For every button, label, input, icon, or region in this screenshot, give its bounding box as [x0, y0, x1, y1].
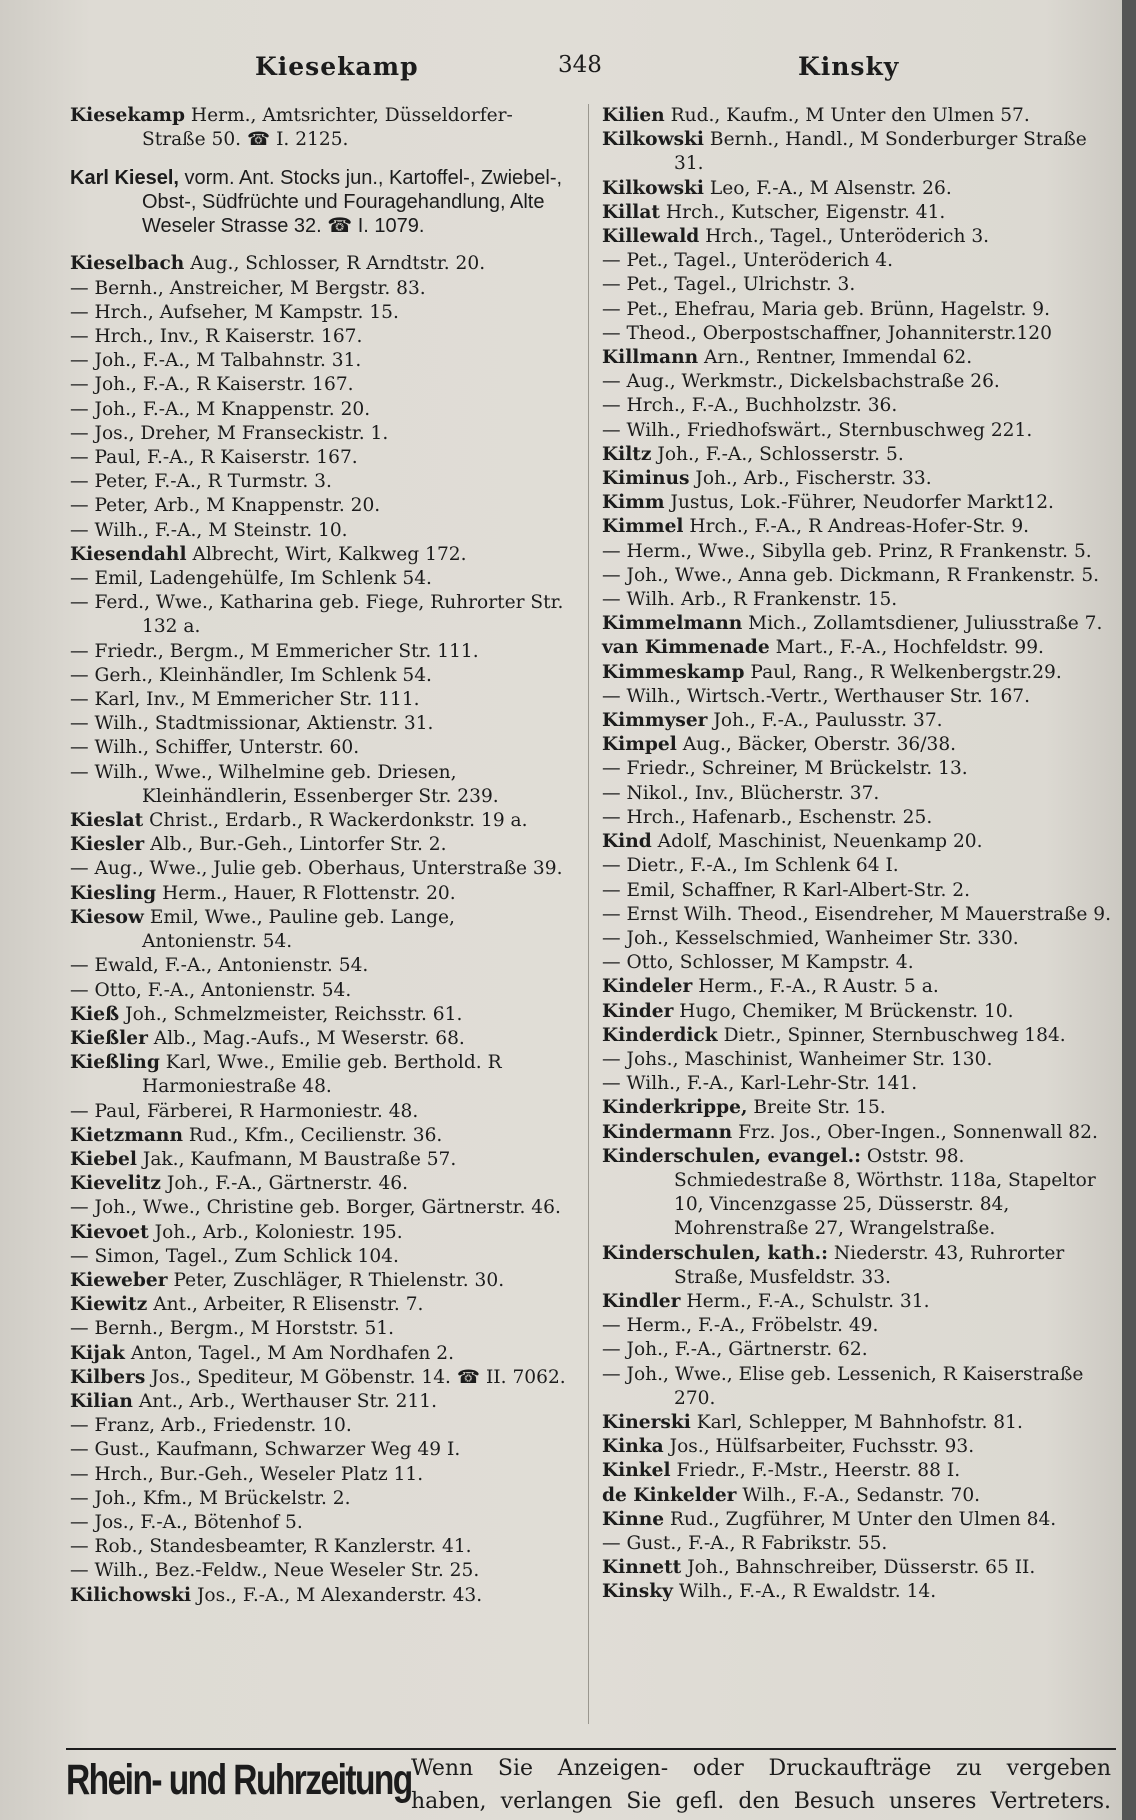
directory-entry — [602, 249, 1112, 273]
entry-details: — Hrch., Inv., R Kaiserstr. 167. — [70, 326, 363, 348]
directory-entry — [602, 588, 1112, 612]
entry-surname: Kijak — [70, 1342, 125, 1364]
entry-details: Frz. Jos., Ober-Ingen., Sonnenwall 82. — [738, 1121, 1098, 1143]
entry-details: — Gust., F.-A., R Fabrikstr. 55. — [602, 1532, 888, 1554]
entry-details: Wilh., F.-A., R Ewaldstr. 14. — [678, 1581, 937, 1603]
entry-surname: Kinsky — [602, 1581, 673, 1603]
directory-entry — [602, 467, 1112, 491]
entry-details: — Jos., Dreher, M Franseckistr. 1. — [70, 422, 389, 444]
directory-entry — [70, 1342, 575, 1366]
entry-surname: Kieselbach — [70, 253, 185, 275]
entry-details: — Joh., Wwe., Anna geb. Dickmann, R Frankenstr. 5. — [602, 564, 1100, 586]
directory-entry — [70, 664, 575, 688]
entry-surname: Kiminus — [602, 468, 690, 490]
directory-entry — [70, 954, 575, 978]
entry-details: Joh., F.-A., Schlosserstr. 5. — [657, 443, 904, 465]
entry-surname: Kilichowski — [70, 1584, 192, 1606]
entry-details: Joh., Schmelzmeister, Reichsstr. 61. — [125, 1003, 463, 1025]
directory-entry — [70, 1414, 575, 1438]
directory-entry — [70, 833, 575, 857]
entry-surname: Kiesler — [70, 834, 145, 856]
directory-entry — [70, 1172, 575, 1196]
entry-details: — Joh., Wwe., Christine geb. Borger, Gärtnerstr. 46. — [70, 1197, 561, 1219]
entry-details: Ant., Arb., Werthauser Str. 211. — [138, 1390, 438, 1412]
entry-details: Bernh., Handl., M Sonderburger Straße 31. — [674, 129, 1087, 175]
directory-entry — [602, 830, 1112, 854]
entry-details: Mart., F.-A., Hochfeldstr. 99. — [775, 637, 1044, 659]
entry-details: — Friedr., Bergm., M Emmericher Str. 111. — [70, 640, 479, 662]
entry-details: — Emil, Ladengehülfe, Im Schlenk 54. — [70, 568, 432, 590]
right-column — [602, 104, 1112, 1605]
directory-entry — [70, 373, 575, 397]
footer-advertisement — [66, 1748, 1116, 1820]
entry-surname: Kilbers — [70, 1366, 146, 1388]
entry-surname: Kilian — [70, 1390, 133, 1412]
directory-entry — [70, 906, 575, 954]
entry-details: Breite Str. 15. — [753, 1097, 886, 1119]
directory-entry — [70, 1535, 575, 1559]
entry-details: vorm. Ant. Stocks jun., Kartoffel-, Zwiebel-, Obst-, Südfrüchte und Fouragehandlung, Alte Weseler Strasse 32. ☎ I. 1079. — [142, 167, 563, 238]
entry-surname: Kietzmann — [70, 1124, 183, 1146]
entry-details: — Wilh., Wwe., Wilhelmine geb. Driesen, Kleinhändlerin, Essenberger Str. 239. — [70, 761, 499, 807]
entry-details: Mich., Zollamtsdiener, Juliusstraße 7. — [748, 613, 1103, 635]
directory-entry — [602, 1096, 1112, 1120]
directory-entry — [602, 225, 1112, 249]
directory-entry — [602, 394, 1112, 418]
directory-entry — [70, 470, 575, 494]
entry-details: — Joh., F.-A., M Knappenstr. 20. — [70, 398, 371, 420]
entry-details: Paul, Rang., R Welkenbergstr.29. — [750, 661, 1062, 683]
running-head-right: Kinsky — [798, 52, 900, 81]
entry-surname: Kimmyser — [602, 710, 708, 732]
directory-entry — [602, 661, 1112, 685]
entry-details: — Joh., F.-A., R Kaiserstr. 167. — [70, 374, 354, 396]
entry-surname: Kinerski — [602, 1411, 691, 1433]
entry-surname: Kimm — [602, 492, 665, 514]
footer-line-1: Wenn Sie Anzeigen- oder Druckaufträge zu vergeben — [411, 1756, 1111, 1781]
entry-details: Jak., Kaufmann, M Baustraße 57. — [142, 1148, 457, 1170]
entry-surname: Kilien — [602, 105, 665, 126]
entry-details: Peter, Zuschläger, R Thielenstr. 30. — [173, 1269, 505, 1291]
directory-entry — [70, 104, 575, 152]
directory-entry — [70, 543, 575, 567]
entry-details: — Joh., Kfm., M Brückelstr. 2. — [70, 1487, 351, 1509]
directory-entry — [602, 1338, 1112, 1362]
entry-details: — Theod., Oberpostschaffner, Johanniterstr.120 — [602, 322, 1052, 344]
directory-entry — [70, 1487, 575, 1511]
entry-details: — Joh., Wwe., Elise geb. Lessenich, R Kaiserstraße 270. — [602, 1363, 1084, 1409]
entry-surname: van Kimmenade — [602, 637, 770, 659]
directory-entry — [602, 1000, 1112, 1024]
entry-details: Aug., Bäcker, Oberstr. 36/38. — [682, 734, 957, 756]
entry-details: Christ., Erdarb., R Wackerdonkstr. 19 a. — [149, 810, 528, 832]
entry-details: — Paul, Färberei, R Harmoniestr. 48. — [70, 1100, 419, 1122]
entry-details: — Herm., F.-A., Fröbelstr. 49. — [602, 1315, 879, 1337]
footer-text — [411, 1752, 1111, 1818]
entry-surname: Kind — [602, 831, 652, 853]
directory-entry — [602, 612, 1112, 636]
entry-details: — Wilh., Stadtmissionar, Aktienstr. 31. — [70, 713, 434, 735]
entry-surname: Kinkel — [602, 1460, 671, 1482]
directory-entry — [602, 927, 1112, 951]
entry-surname: Kindeler — [602, 976, 693, 998]
directory-entry — [602, 419, 1112, 443]
entry-details: — Rob., Standesbeamter, R Kanzlerstr. 41. — [70, 1536, 472, 1558]
directory-entry — [70, 979, 575, 1003]
entry-details: Rud., Zugführer, M Unter den Ulmen 84. — [670, 1508, 1057, 1530]
entry-details: Jos., F.-A., M Alexanderstr. 43. — [196, 1584, 483, 1606]
directory-entry — [602, 540, 1112, 564]
entry-details: — Wilh., Bez.-Feldw., Neue Weseler Str. 25. — [70, 1560, 480, 1582]
directory-entry — [602, 854, 1112, 878]
entry-details: — Wilh., F.-A., Karl-Lehr-Str. 141. — [602, 1073, 918, 1095]
directory-entry — [602, 128, 1112, 176]
directory-entry — [70, 1027, 575, 1051]
directory-entry — [70, 857, 575, 881]
directory-entry — [602, 491, 1112, 515]
directory-entry — [70, 640, 575, 664]
entry-surname: Killmann — [602, 347, 699, 369]
directory-entry — [70, 1221, 575, 1245]
entry-details: — Dietr., F.-A., Im Schlenk 64 I. — [602, 855, 899, 877]
directory-entry — [602, 1435, 1112, 1459]
entry-details: Joh., F.-A., Gärtnerstr. 46. — [166, 1173, 409, 1195]
entry-surname: Kiesling — [70, 882, 157, 904]
entry-details: — Hrch., F.-A., Buchholzstr. 36. — [602, 395, 898, 417]
directory-entry — [602, 709, 1112, 733]
directory-entry — [602, 1145, 1112, 1242]
entry-details: Leo, F.-A., M Alsenstr. 26. — [709, 177, 952, 199]
entry-details: — Friedr., Schreiner, M Brückelstr. 13. — [602, 758, 968, 780]
directory-entry — [602, 1508, 1112, 1532]
directory-entry — [602, 1411, 1112, 1435]
entry-details: Oststr. 98. Schmiedestraße 8, Wörthstr. 118a, Stapeltor 10, Vincenzgasse 25, Düsserstr. 84, Mohrenstraße 27, Wrangelstraße. — [674, 1145, 1096, 1240]
directory-entry — [602, 104, 1112, 128]
entry-surname: Kießling — [70, 1052, 160, 1074]
directory-entry — [70, 1269, 575, 1293]
directory-entry — [70, 301, 575, 325]
entry-details: — Joh., F.-A., Gärtnerstr. 62. — [602, 1339, 868, 1361]
entry-details: — Karl, Inv., M Emmericher Str. 111. — [70, 689, 420, 711]
entry-details: Joh., Arb., Fischerstr. 33. — [695, 468, 932, 490]
entry-surname: Kievelitz — [70, 1173, 161, 1195]
directory-entry — [602, 879, 1112, 903]
directory-entry — [70, 166, 575, 238]
entry-surname: Kinderschulen, evangel.: — [602, 1145, 861, 1167]
footer-brand: Rhein- und Ruhrzeitung — [66, 1756, 412, 1804]
entry-surname: Kimmelmann — [602, 613, 743, 635]
entry-surname: Kinderkrippe, — [602, 1097, 748, 1119]
entry-details: — Pet., Ehefrau, Maria geb. Brünn, Hagelstr. 9. — [602, 298, 1051, 320]
entry-details: — Jos., F.-A., Bötenhof 5. — [70, 1511, 303, 1533]
directory-entry — [602, 515, 1112, 539]
directory-entry — [70, 1511, 575, 1535]
page-number: 348 — [558, 52, 602, 78]
entry-surname: Kieß — [70, 1003, 120, 1025]
directory-entry — [602, 1556, 1112, 1580]
entry-surname: Kinder — [602, 1000, 674, 1022]
entry-details: Herm., Amtsrichter, Düsseldorfer-Straße 50. ☎ I. 2125. — [142, 105, 513, 151]
entry-details: Dietr., Spinner, Sternbuschweg 184. — [723, 1024, 1066, 1046]
directory-entry — [602, 975, 1112, 999]
entry-surname: Kieslat — [70, 810, 144, 832]
directory-entry — [602, 1459, 1112, 1483]
entry-details: — Hrch., Bur.-Geh., Weseler Platz 11. — [70, 1463, 424, 1485]
entry-details: Wilh., F.-A., Sedanstr. 70. — [742, 1484, 981, 1506]
entry-surname: Kilkowski — [602, 177, 704, 199]
entry-details: Jos., Spediteur, M Göbenstr. 14. ☎ II. 7062. — [151, 1366, 566, 1388]
entry-details: — Joh., F.-A., M Talbahnstr. 31. — [70, 350, 362, 372]
directory-entry — [70, 422, 575, 446]
entry-details: — Ferd., Wwe., Katharina geb. Fiege, Ruhrorter Str. 132 a. — [70, 592, 564, 638]
entry-surname: Kimmeskamp — [602, 661, 745, 683]
directory-entry — [70, 494, 575, 518]
entry-details: — Franz, Arb., Friedenstr. 10. — [70, 1415, 352, 1437]
entry-details: Friedr., F.-Mstr., Heerstr. 88 I. — [676, 1460, 961, 1482]
entry-details: — Emil, Schaffner, R Karl-Albert-Str. 2. — [602, 879, 971, 901]
directory-entry — [602, 903, 1112, 927]
column-divider — [588, 104, 589, 1724]
directory-entry — [602, 757, 1112, 781]
entry-details: — Gerh., Kleinhändler, Im Schlenk 54. — [70, 664, 432, 686]
directory-entry — [602, 564, 1112, 588]
footer-line-2: haben, verlangen Sie gefl. den Besuch unseres Vertreters. — [411, 1789, 1111, 1814]
entry-surname: Kiebel — [70, 1148, 137, 1170]
directory-entry — [70, 1317, 575, 1341]
directory-entry — [70, 712, 575, 736]
directory-entry — [602, 1048, 1112, 1072]
entry-details: Adolf, Maschinist, Neuenkamp 20. — [657, 831, 983, 853]
directory-entry — [602, 1121, 1112, 1145]
directory-entry — [70, 1124, 575, 1148]
entry-surname: Killewald — [602, 226, 700, 248]
entry-surname: Kilkowski — [602, 129, 704, 151]
entry-surname: Kiesekamp — [70, 105, 185, 126]
entry-details: — Hrch., Aufseher, M Kampstr. 15. — [70, 301, 399, 323]
entry-details: Arn., Rentner, Immendal 62. — [704, 347, 973, 369]
entry-details: — Simon, Tagel., Zum Schlick 104. — [70, 1245, 399, 1267]
directory-entry — [70, 882, 575, 906]
directory-entry — [70, 1100, 575, 1124]
directory-entry — [602, 782, 1112, 806]
entry-details: — Aug., Werkmstr., Dickelsbachstraße 26. — [602, 371, 1000, 393]
entry-details: — Peter, Arb., M Knappenstr. 20. — [70, 495, 381, 517]
entry-surname: Kinderschulen, kath.: — [602, 1242, 828, 1264]
directory-entry — [70, 1438, 575, 1462]
entry-surname: Kiesendahl — [70, 543, 187, 565]
entry-details: Joh., Arb., Koloniestr. 195. — [154, 1221, 403, 1243]
entry-details: Hugo, Chemiker, M Brückenstr. 10. — [679, 1000, 1014, 1022]
entry-details: Rud., Kaufm., M Unter den Ulmen 57. — [670, 105, 1030, 126]
directory-entry — [70, 1293, 575, 1317]
entry-details: — Ernst Wilh. Theod., Eisendreher, M Mauerstraße 9. — [602, 903, 1112, 925]
entry-surname: Kindler — [602, 1290, 681, 1312]
directory-entry — [70, 398, 575, 422]
entry-details: Joh., Bahnschreiber, Düsserstr. 65 II. — [687, 1557, 1036, 1579]
directory-entry — [602, 298, 1112, 322]
directory-entry — [602, 443, 1112, 467]
entry-details: — Nikol., Inv., Blücherstr. 37. — [602, 782, 880, 804]
entry-details: — Ewald, F.-A., Antonienstr. 54. — [70, 955, 369, 977]
directory-entry — [602, 685, 1112, 709]
directory-entry — [70, 1463, 575, 1487]
directory-entry — [602, 1290, 1112, 1314]
directory-entry — [70, 1003, 575, 1027]
entry-details: Niederstr. 43, Ruhrorter Straße, Musfeldstr. 33. — [674, 1242, 1065, 1288]
directory-entry — [70, 736, 575, 760]
directory-entry — [70, 252, 575, 276]
running-head-left: Kiesekamp — [255, 52, 419, 81]
entry-details: Hrch., F.-A., R Andreas-Hofer-Str. 9. — [689, 516, 1030, 538]
entry-details: — Peter, F.-A., R Turmstr. 3. — [70, 471, 332, 493]
entry-details: — Paul, F.-A., R Kaiserstr. 167. — [70, 447, 358, 469]
entry-surname: Kiltz — [602, 443, 652, 465]
directory-entry — [70, 1584, 575, 1608]
directory-entry — [70, 1366, 575, 1390]
entry-details: Hrch., Tagel., Unteröderich 3. — [705, 226, 990, 248]
directory-entry — [602, 1363, 1112, 1411]
entry-details: — Wilh., Wirtsch.-Vertr., Werthauser Str. 167. — [602, 685, 1031, 707]
entry-surname: Kinka — [602, 1436, 664, 1458]
directory-entry — [602, 370, 1112, 394]
directory-entry — [602, 1580, 1112, 1604]
entry-details: Karl, Wwe., Emilie geb. Berthold. R Harmoniestraße 48. — [142, 1052, 502, 1098]
entry-details: Alb., Mag.-Aufs., M Weserstr. 68. — [153, 1027, 465, 1049]
entry-details: — Pet., Tagel., Ulrichstr. 3. — [602, 274, 856, 296]
entry-details: Jos., Hülfsarbeiter, Fuchsstr. 93. — [669, 1436, 975, 1458]
directory-entry — [70, 688, 575, 712]
entry-details: — Hrch., Hafenarb., Eschenstr. 25. — [602, 806, 933, 828]
directory-entry — [70, 519, 575, 543]
entry-surname: Kieweber — [70, 1269, 168, 1291]
directory-entry — [602, 322, 1112, 346]
directory-entry — [70, 1559, 575, 1583]
directory-entry — [602, 201, 1112, 225]
entry-details: Anton, Tagel., M Am Nordhafen 2. — [130, 1342, 455, 1364]
left-column — [70, 104, 575, 1608]
entry-surname: Kimpel — [602, 734, 677, 756]
entry-surname: Kinderdick — [602, 1024, 718, 1046]
directory-entry — [602, 1242, 1112, 1290]
directory-entry — [602, 636, 1112, 660]
entry-details: — Wilh., Friedhofswärt., Sternbuschweg 221. — [602, 419, 1033, 441]
entry-surname: Kiesow — [70, 906, 144, 928]
directory-entry — [602, 177, 1112, 201]
entry-details: Albrecht, Wirt, Kalkweg 172. — [192, 543, 467, 565]
entry-surname: Kinne — [602, 1508, 665, 1530]
directory-entry — [70, 446, 575, 470]
directory-entry — [70, 277, 575, 301]
entry-details: — Bernh., Anstreicher, M Bergstr. 83. — [70, 277, 426, 299]
entry-surname: Kimmel — [602, 516, 684, 538]
entry-surname: Kindermann — [602, 1121, 733, 1143]
entry-details: Herm., Hauer, R Flottenstr. 20. — [162, 882, 456, 904]
entry-surname: Karl Kiesel, — [70, 167, 179, 190]
entry-details: Hrch., Kutscher, Eigenstr. 41. — [665, 201, 946, 223]
directory-entry — [70, 1390, 575, 1414]
directory-entry — [602, 806, 1112, 830]
directory-entry — [70, 349, 575, 373]
entry-details: — Wilh. Arb., R Frankenstr. 15. — [602, 589, 898, 611]
directory-entry — [70, 1051, 575, 1099]
entry-details: Aug., Schlosser, R Arndtstr. 20. — [190, 253, 486, 275]
directory-entry — [70, 1196, 575, 1220]
directory-entry — [602, 1532, 1112, 1556]
entry-details: Joh., F.-A., Paulusstr. 37. — [713, 710, 943, 732]
entry-details: — Wilh., F.-A., M Steinstr. 10. — [70, 519, 348, 541]
directory-entry — [602, 1314, 1112, 1338]
entry-surname: Kievoet — [70, 1221, 149, 1243]
entry-surname: Kießler — [70, 1027, 148, 1049]
directory-entry — [70, 591, 575, 639]
entry-surname: Killat — [602, 201, 660, 223]
entry-details: — Gust., Kaufmann, Schwarzer Weg 49 I. — [70, 1439, 461, 1461]
entry-details: — Herm., Wwe., Sibylla geb. Prinz, R Frankenstr. 5. — [602, 540, 1092, 562]
entry-details: Herm., F.-A., R Austr. 5 a. — [698, 976, 939, 998]
directory-entry — [602, 1024, 1112, 1048]
entry-details: — Pet., Tagel., Unteröderich 4. — [602, 250, 893, 272]
entry-details: Rud., Kfm., Cecilienstr. 36. — [188, 1124, 443, 1146]
directory-entry — [602, 346, 1112, 370]
entry-surname: Kiewitz — [70, 1294, 148, 1316]
entry-details: — Wilh., Schiffer, Unterstr. 60. — [70, 737, 360, 759]
directory-entry — [70, 567, 575, 591]
entry-details: Alb., Bur.-Geh., Lintorfer Str. 2. — [150, 834, 447, 856]
entry-details: — Johs., Maschinist, Wanheimer Str. 130. — [602, 1048, 993, 1070]
running-head — [0, 52, 1136, 92]
entry-details: Herm., F.-A., Schulstr. 31. — [686, 1290, 930, 1312]
directory-entry — [602, 951, 1112, 975]
directory-entry — [70, 809, 575, 833]
entry-details: — Otto, F.-A., Antonienstr. 54. — [70, 979, 352, 1001]
entry-surname: Kinnett — [602, 1557, 682, 1579]
entry-details: — Aug., Wwe., Julie geb. Oberhaus, Unterstraße 39. — [70, 858, 563, 880]
entry-details: Ant., Arbeiter, R Elisenstr. 7. — [153, 1294, 424, 1316]
entry-details: Karl, Schlepper, M Bahnhofstr. 81. — [696, 1411, 1023, 1433]
directory-entry — [602, 1072, 1112, 1096]
scan-edge — [1122, 0, 1136, 1820]
directory-entry — [602, 273, 1112, 297]
entry-surname: de Kinkelder — [602, 1484, 737, 1506]
directory-entry — [70, 1245, 575, 1269]
entry-details: — Bernh., Bergm., M Horststr. 51. — [70, 1318, 395, 1340]
entry-details: — Joh., Kesselschmied, Wanheimer Str. 330. — [602, 927, 1019, 949]
directory-entry — [602, 733, 1112, 757]
directory-entry — [70, 761, 575, 809]
directory-entry — [70, 1148, 575, 1172]
directory-entry — [602, 1484, 1112, 1508]
entry-details: Justus, Lok.-Führer, Neudorfer Markt12. — [670, 492, 1054, 514]
entry-details: Emil, Wwe., Pauline geb. Lange, Antonienstr. 54. — [142, 906, 455, 953]
entry-details: — Otto, Schlosser, M Kampstr. 4. — [602, 952, 914, 974]
directory-entry — [70, 325, 575, 349]
